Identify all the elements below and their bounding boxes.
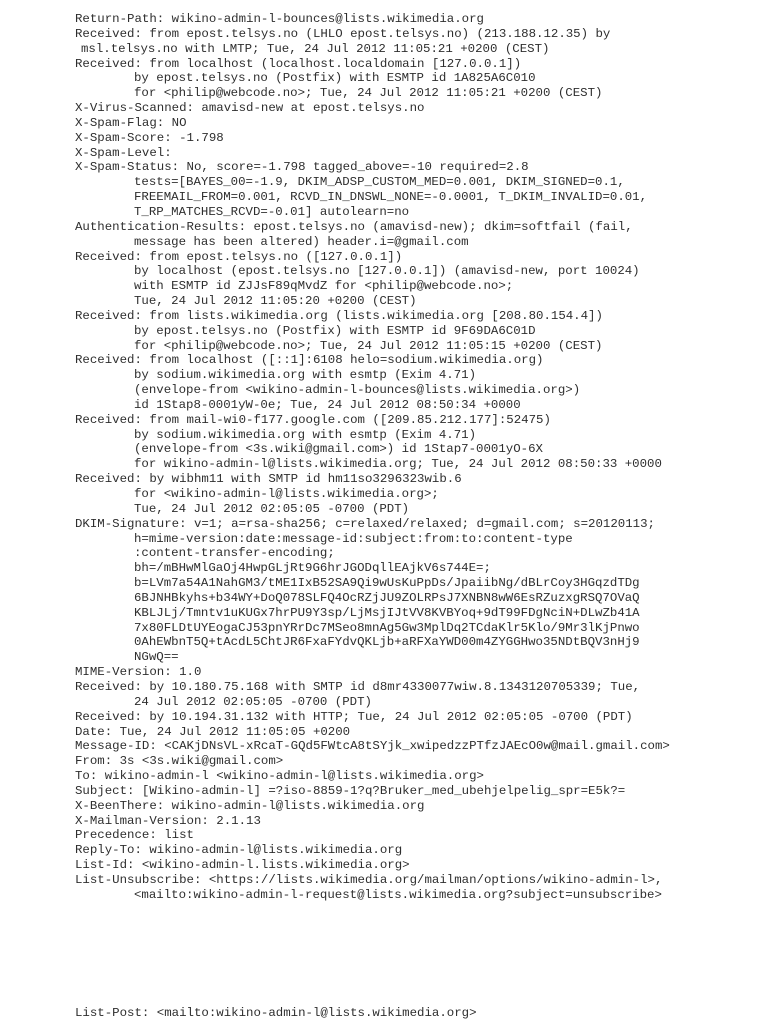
header-field-line: From: 3s <3s.wiki@gmail.com>	[75, 754, 284, 769]
header-field-line: Date: Tue, 24 Jul 2012 11:05:05 +0200	[75, 724, 351, 739]
header-continuation-line: by sodium.wikimedia.org with esmtp (Exim 4.71)	[134, 427, 477, 442]
header-field-line: X-Spam-Status: No, score=-1.798 tagged_above=-10 required=2.8	[75, 160, 529, 175]
header-continuation-line: by sodium.wikimedia.org with esmtp (Exim 4.71)	[134, 368, 477, 383]
header-field-line: Received: by wibhm11 with SMTP id hm11so3296323wib.6	[75, 472, 462, 487]
header-continuation-line: h=mime-version:date:message-id:subject:from:to:content-type	[134, 531, 573, 546]
header-continuation-line: (envelope-from <3s.wiki@gmail.com>) id 1Stap7-0001yO-6X	[134, 442, 543, 457]
header-continuation-line: for <wikino-admin-l@lists.wikimedia.org>;	[134, 487, 439, 501]
header-field-line: Precedence: list	[75, 828, 194, 843]
header-field-line: To: wikino-admin-l <wikino-admin-l@lists.wikimedia.org>	[75, 769, 484, 784]
header-field-line: Message-ID: <CAKjDNsVL-xRcaT-GQd5FWtcA8tSYjk_xwipedzzPTfzJAEcO0w@mail.gmail.com>	[75, 739, 670, 754]
header-field-line: X-BeenThere: wikino-admin-l@lists.wikimedia.org	[75, 798, 425, 813]
header-field-line: Authentication-Results: epost.telsys.no (amavisd-new); dkim=softfail (fail,	[75, 219, 633, 234]
header-continuation-line: (envelope-from <wikino-admin-l-bounces@lists.wikimedia.org>)	[134, 383, 581, 398]
header-field-line: Subject: [Wikino-admin-l] =?iso-8859-1?q?Bruker_med_ubehjelpelig_spr=E5k?=	[75, 783, 626, 798]
header-field-line: Received: by 10.180.75.168 with SMTP id d8mr4330077wiw.8.1343120705339; Tue,	[75, 679, 641, 694]
header-continuation-line: 24 Jul 2012 02:05:05 -0700 (PDT)	[134, 694, 372, 709]
header-continuation-line: by epost.telsys.no (Postfix) with ESMTP id 9F69DA6C01D	[134, 323, 536, 338]
header-field-line: X-Virus-Scanned: amavisd-new at epost.telsys.no	[75, 101, 425, 116]
header-continuation-line: :content-transfer-encoding;	[134, 546, 335, 561]
header-field-line: DKIM-Signature: v=1; a=rsa-sha256; c=relaxed/relaxed; d=gmail.com; s=20120113;	[75, 516, 655, 531]
header-continuation-line: msl.telsys.no with LMTP; Tue, 24 Jul 2012 11:05:21 +0200 (CEST)	[81, 41, 550, 56]
header-field-line: Received: from epost.telsys.no (LHLO epost.telsys.no) (213.188.12.35) by	[75, 26, 611, 41]
header-field-line: List-Id: <wikino-admin-l.lists.wikimedia.org>	[75, 858, 410, 873]
header-continuation-line: for wikino-admin-l@lists.wikimedia.org; Tue, 24 Jul 2012 08:50:33 +0000	[134, 457, 662, 472]
list-post-header-line: List-Post: <mailto:wikino-admin-l@lists.wikimedia.org>	[75, 1006, 477, 1020]
header-field-line: Received: by 10.194.31.132 with HTTP; Tue, 24 Jul 2012 02:05:05 -0700 (PDT)	[75, 709, 633, 724]
header-field-line: X-Spam-Level:	[75, 145, 172, 160]
header-continuation-line: NGwQ==	[134, 650, 179, 665]
email-header-block	[75, 12, 755, 903]
header-field-line: MIME-Version: 1.0	[75, 665, 202, 680]
header-field-line: Reply-To: wikino-admin-l@lists.wikimedia.org	[75, 843, 403, 858]
header-field-line: Received: from localhost ([::1]:6108 helo=sodium.wikimedia.org)	[75, 353, 544, 368]
header-continuation-line: Tue, 24 Jul 2012 11:05:20 +0200 (CEST)	[134, 294, 417, 309]
header-continuation-line: KBLJLj/Tmntv1uKUGx7hrPU9Y3sp/LjMsjIJtVV8KVBYoq+9dT99FDgNciN+DLwZb41A	[134, 605, 640, 620]
header-continuation-line: id 1Stap8-0001yW-0e; Tue, 24 Jul 2012 08:50:34 +0000	[134, 397, 521, 412]
header-continuation-line: Tue, 24 Jul 2012 02:05:05 -0700 (PDT)	[134, 501, 410, 516]
header-field-line: Return-Path: wikino-admin-l-bounces@lists.wikimedia.org	[75, 12, 484, 26]
header-continuation-line: with ESMTP id ZJJsF89qMvdZ for <philip@webcode.no>;	[134, 279, 514, 294]
header-field-line: X-Spam-Flag: NO	[75, 115, 187, 130]
header-field-line: Received: from localhost (localhost.localdomain [127.0.0.1])	[75, 56, 522, 71]
header-field-line: X-Mailman-Version: 2.1.13	[75, 813, 261, 828]
header-continuation-line: 0AhEWbnT5Q+tAcdL5ChtJR6FxaFYdvQKLjb+aRFXaYWD00m4ZYGGHwo35NDtBQV3nHj9	[134, 635, 640, 650]
header-field-line: Received: from lists.wikimedia.org (lists.wikimedia.org [208.80.154.4])	[75, 308, 603, 323]
header-continuation-line: bh=/mBHwMlGaOj4HwpGLjRt9G6hrJGODqllEAjkV6s744E=;	[134, 561, 491, 576]
header-continuation-line: 7x80FLDtUYEogaCJ53pnYRrDc7MSeo8mnAg5Gw3MplDq2TCdaKlr5Klo/9Mr3lKjPnwo	[134, 620, 640, 635]
header-continuation-line: FREEMAIL_FROM=0.001, RCVD_IN_DNSWL_NONE=-0.0001, T_DKIM_INVALID=0.01,	[134, 190, 648, 205]
header-field-line: List-Unsubscribe: <https://lists.wikimedia.org/mailman/options/wikino-admin-l>,	[75, 872, 663, 887]
header-continuation-line: b=LVm7a54A1NahGM3/tME1IxB52SA9Qi9wUsKuPpDs/JpaiibNg/dBLrCoy3HGqzdTDg	[134, 576, 640, 591]
header-continuation-line: by localhost (epost.telsys.no [127.0.0.1]) (amavisd-new, port 10024)	[134, 264, 640, 279]
header-continuation-line: T_RP_MATCHES_RCVD=-0.01] autolearn=no	[134, 204, 410, 219]
header-continuation-line: for <philip@webcode.no>; Tue, 24 Jul 2012 11:05:15 +0200 (CEST)	[134, 338, 603, 353]
header-field-line: Received: from mail-wi0-f177.google.com ([209.85.212.177]:52475)	[75, 412, 551, 427]
header-continuation-line: tests=[BAYES_00=-1.9, DKIM_ADSP_CUSTOM_MED=0.001, DKIM_SIGNED=0.1,	[134, 175, 625, 190]
header-continuation-line: by epost.telsys.no (Postfix) with ESMTP id 1A825A6C010	[134, 71, 536, 86]
header-continuation-line: 6BJNHBkyhs+b34WY+DoQ078SLFQ4OcRZjJU9ZOLRPsJ7XNBN8wW6EsRZuzxgRSQ7OVaQ	[134, 590, 640, 605]
header-continuation-line: message has been altered) header.i=@gmail.com	[134, 234, 469, 249]
header-continuation-line: for <philip@webcode.no>; Tue, 24 Jul 2012 11:05:21 +0200 (CEST)	[134, 86, 603, 101]
header-field-line: Received: from epost.telsys.no ([127.0.0.1])	[75, 249, 403, 264]
header-field-line: X-Spam-Score: -1.798	[75, 130, 224, 145]
header-continuation-line: <mailto:wikino-admin-l-request@lists.wikimedia.org?subject=unsubscribe>	[134, 887, 662, 902]
